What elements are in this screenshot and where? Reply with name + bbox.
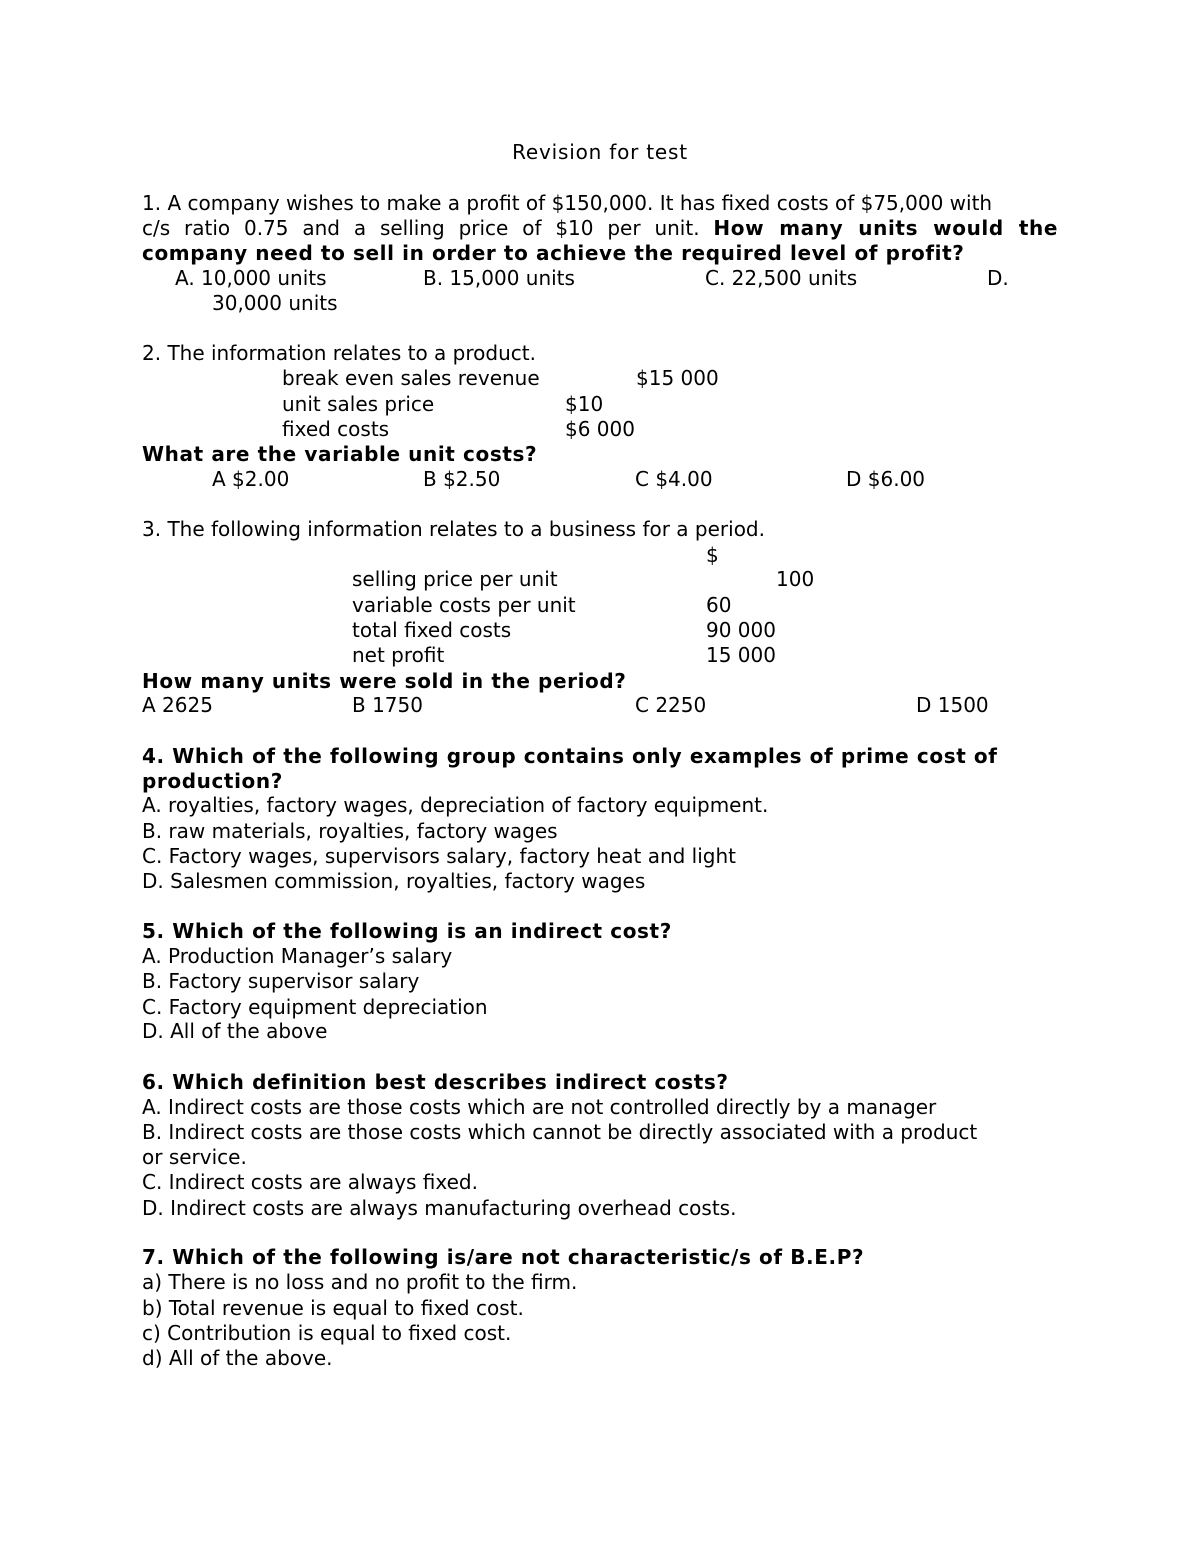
q1-question-part-2: company need to sell in order to achieve the required level of profit?: [142, 241, 965, 265]
q7-option: a) There is no loss and no profit to the firm.: [142, 1270, 578, 1294]
q1-option-d-value: 30,000 units: [212, 291, 338, 315]
q4-question-line-2: production?: [142, 769, 283, 793]
q3-row-label: variable costs per unit: [352, 593, 576, 617]
q3-row-label: selling price per unit: [352, 567, 558, 591]
q2-option-b: B $2.50: [423, 467, 501, 491]
q2-row-value: $6 000: [565, 417, 635, 441]
q1-option-d-letter: D.: [987, 266, 1009, 290]
q2-row-label: break even sales revenue: [282, 366, 540, 390]
q6-option: D. Indirect costs are always manufacturing overhead costs.: [142, 1196, 737, 1220]
q2-row-value: $10: [565, 392, 604, 416]
q5-question: 5. Which of the following is an indirect cost?: [142, 919, 672, 943]
q2-row-label: fixed costs: [282, 417, 390, 441]
q1-option-c: C. 22,500 units: [705, 266, 858, 290]
q7-option: d) All of the above.: [142, 1346, 333, 1370]
q2-question: What are the variable unit costs?: [142, 442, 538, 466]
q2-row-label: unit sales price: [282, 392, 435, 416]
q6-option: B. Indirect costs are those costs which cannot be directly associated with a product: [142, 1120, 978, 1144]
q2-option-a: A $2.00: [212, 467, 290, 491]
q2-row-value: $15 000: [636, 366, 719, 390]
q2-option-d: D $6.00: [846, 467, 926, 491]
q1-line-2-text: c/s ratio 0.75 and a selling price of $10 per unit.: [142, 216, 714, 240]
q2-intro: 2. The information relates to a product.: [142, 341, 536, 365]
document-title: Revision for test: [512, 140, 688, 164]
q6-option: A. Indirect costs are those costs which are not controlled directly by a manager: [142, 1095, 937, 1119]
q3-option-b: B 1750: [352, 693, 423, 717]
q3-option-c: C 2250: [635, 693, 707, 717]
q3-option-a: A 2625: [142, 693, 213, 717]
q6-option: C. Indirect costs are always fixed.: [142, 1170, 478, 1194]
q3-row-value: 100: [776, 567, 815, 591]
q7-option: b) Total revenue is equal to fixed cost.: [142, 1296, 524, 1320]
q6-question: 6. Which definition best describes indirect costs?: [142, 1070, 729, 1094]
q4-option: C. Factory wages, supervisors salary, factory heat and light: [142, 844, 737, 868]
q3-row-value: 15 000: [706, 643, 776, 667]
q3-row-label: net profit: [352, 643, 445, 667]
q7-question: 7. Which of the following is/are not characteristic/s of B.E.P?: [142, 1245, 865, 1269]
q5-option: D. All of the above: [142, 1019, 328, 1043]
q4-option: D. Salesmen commission, royalties, factory wages: [142, 869, 646, 893]
q2-option-c: C $4.00: [635, 467, 713, 491]
q5-option: A. Production Manager’s salary: [142, 944, 453, 968]
q7-option: c) Contribution is equal to fixed cost.: [142, 1321, 512, 1345]
q3-intro: 3. The following information relates to a business for a period.: [142, 517, 765, 541]
q3-row-value: 90 000: [706, 618, 776, 642]
q3-question: How many units were sold in the period?: [142, 669, 627, 693]
q5-option: C. Factory equipment depreciation: [142, 995, 488, 1019]
q1-question-part-1: How many units would the: [713, 216, 1058, 240]
q4-option: A. royalties, factory wages, depreciation of factory equipment.: [142, 793, 769, 817]
q3-row-value: 60: [706, 593, 732, 617]
q1-option-a: A. 10,000 units: [175, 266, 327, 290]
q3-currency-header: $: [706, 543, 719, 567]
q1-option-b: B. 15,000 units: [423, 266, 575, 290]
q1-line-2: [142, 216, 1058, 241]
q3-option-d: D 1500: [916, 693, 989, 717]
q3-row-label: total fixed costs: [352, 618, 512, 642]
q6-option-continuation: or service.: [142, 1145, 247, 1169]
q5-option: B. Factory supervisor salary: [142, 969, 420, 993]
q4-option: B. raw materials, royalties, factory wages: [142, 819, 558, 843]
q4-question-line-1: 4. Which of the following group contains only examples of prime cost of: [142, 744, 998, 768]
q1-line-1: 1. A company wishes to make a profit of $150,000. It has fixed costs of $75,000 with: [142, 191, 993, 215]
